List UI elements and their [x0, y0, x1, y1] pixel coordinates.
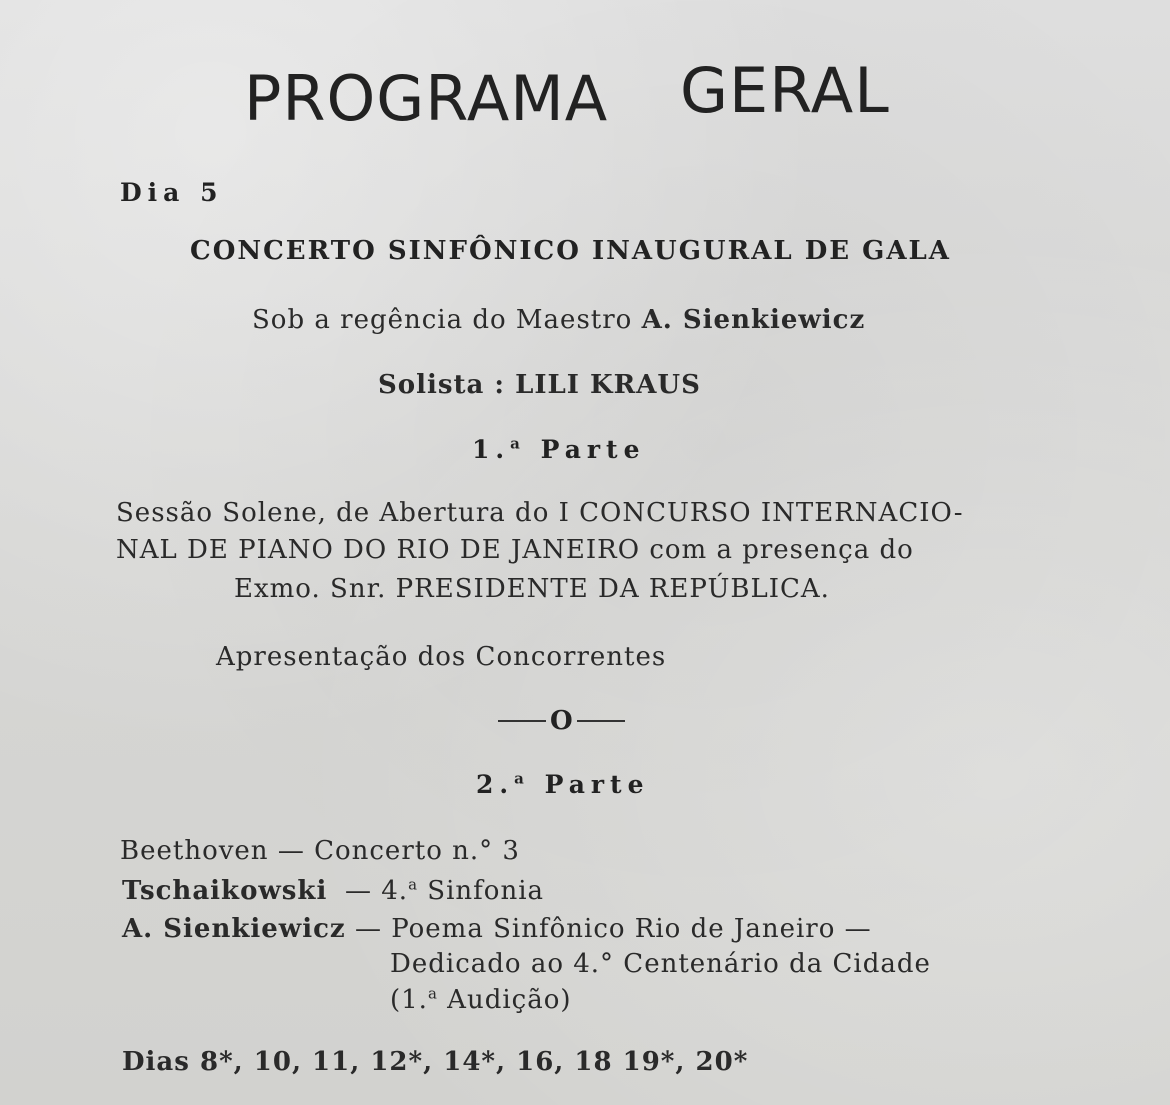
part-1-line-2: NAL DE PIANO DO RIO DE JANEIRO com a presença do: [116, 535, 914, 565]
part-1-line-3: Exmo. Snr. PRESIDENTE DA REPÚBLICA.: [234, 574, 830, 604]
continuation-2-rest: Audição): [437, 985, 572, 1015]
dates-line: [122, 1047, 748, 1077]
page-title-left: PROGRAMA: [244, 62, 609, 135]
dates-label: Dias: [122, 1047, 190, 1077]
dash: —: [277, 836, 305, 866]
conductor-line: [252, 305, 865, 335]
work-tschaikowski-sup: a: [408, 875, 419, 894]
part-1-heading: [472, 435, 646, 464]
page-title-right: GERAL: [680, 54, 890, 127]
conductor-prefix: Sob a regência do Maestro: [252, 305, 633, 335]
part-2-sup: a: [514, 769, 530, 788]
composer-beethoven: Beethoven: [120, 836, 269, 866]
conductor-name: A. Sienkiewicz: [641, 305, 866, 335]
dash: —: [354, 914, 382, 944]
part-2-label: Parte: [544, 770, 650, 799]
day-label: Dia 5: [120, 178, 224, 207]
program-row-beethoven: [120, 836, 520, 866]
composer-tschaikowski: Tschaikowski: [122, 876, 328, 906]
work-beethoven: Concerto n.° 3: [314, 836, 520, 866]
program-continuation-2: [390, 985, 572, 1015]
program-row-sienkiewicz: [122, 914, 872, 944]
dash: —: [345, 876, 372, 906]
program-row-tschaikowski: [122, 876, 327, 906]
separator-line-left: [498, 720, 546, 722]
part-1-sup: a: [510, 434, 526, 453]
work-tschaikowski-num: 4.: [381, 876, 409, 906]
continuation-2-open: (1.: [390, 985, 428, 1015]
part-2-number: 2.: [476, 770, 515, 799]
program-row-tschaikowski-work: [345, 876, 544, 906]
work-sienkiewicz: Poema Sinfônico Rio de Janeiro —: [391, 914, 872, 944]
presentation-line: Apresentação dos Concorrentes: [216, 642, 667, 672]
work-tschaikowski-rest: Sinfonia: [418, 876, 545, 906]
soloist-line: [378, 370, 701, 400]
part-1-label: Parte: [540, 435, 646, 464]
composer-sienkiewicz: A. Sienkiewicz: [122, 914, 346, 944]
soloist-name: LILI KRAUS: [515, 370, 701, 400]
event-title: CONCERTO SINFÔNICO INAUGURAL DE GALA: [190, 236, 951, 266]
soloist-prefix: Solista :: [378, 370, 506, 400]
part-2-heading: [476, 770, 650, 799]
dates-list: 8*, 10, 11, 12*, 14*, 16, 18 19*, 20*: [199, 1047, 749, 1077]
continuation-2-sup: a: [427, 984, 438, 1003]
separator-o: O: [550, 706, 573, 736]
part-1-line-1: Sessão Solene, de Abertura do I CONCURSO INTERNACIO-: [116, 498, 964, 528]
program-continuation-1: Dedicado ao 4.° Centenário da Cidade: [390, 949, 931, 979]
separator-line-right: [577, 720, 625, 722]
part-1-number: 1.: [472, 435, 511, 464]
section-separator: [498, 706, 625, 736]
